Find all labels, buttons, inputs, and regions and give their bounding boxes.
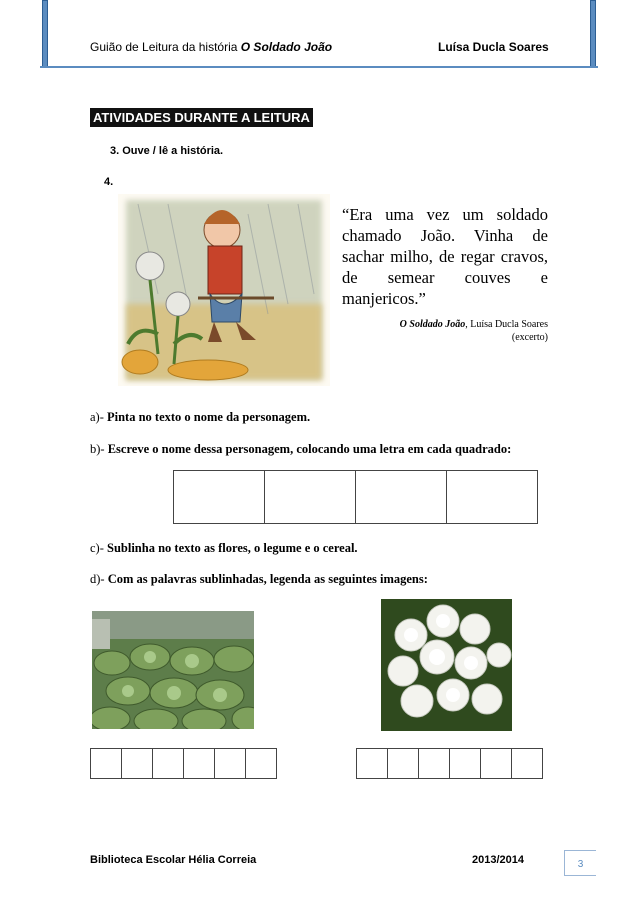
header-right: Luísa Ducla Soares (438, 40, 549, 54)
letter-box[interactable] (214, 748, 246, 779)
question-a-label: a)- (90, 410, 107, 424)
carnation-photo (381, 599, 512, 731)
question-c-label: c)- (90, 541, 107, 555)
letter-box[interactable] (121, 748, 153, 779)
letter-box[interactable] (183, 748, 215, 779)
question-d (90, 572, 428, 587)
question-c (90, 541, 358, 556)
item-3: 3. Ouve / lê a história. (110, 145, 224, 157)
letter-box[interactable] (480, 748, 512, 779)
quote-source (342, 318, 548, 344)
question-b-text: Escreve o nome dessa personagem, colocando uma letra em cada quadrado: (107, 442, 512, 456)
letter-box[interactable] (449, 748, 481, 779)
letter-box[interactable] (387, 748, 419, 779)
header-bar-left (42, 0, 48, 68)
footer-left: Biblioteca Escolar Hélia Correia (90, 854, 257, 866)
letter-box[interactable] (173, 470, 265, 524)
letter-box[interactable] (511, 748, 543, 779)
question-b-label: b)- (90, 442, 108, 456)
letter-box[interactable] (355, 470, 447, 524)
page-number: 3 (564, 850, 596, 876)
soldier-illustration (118, 194, 330, 386)
cabbage-photo (92, 611, 254, 729)
cabbage-letter-boxes (91, 748, 277, 779)
question-d-label: d)- (90, 572, 108, 586)
header-left-prefix: Guião de Leitura da história (90, 40, 241, 54)
source-author: , Luísa Ducla Soares (465, 319, 548, 330)
section-title: ATIVIDADES DURANTE A LEITURA (90, 108, 313, 127)
footer-right: 2013/2014 (472, 854, 524, 866)
letter-box[interactable] (356, 748, 388, 779)
letter-box[interactable] (90, 748, 122, 779)
header-left-title: O Soldado João (240, 40, 333, 54)
header-bar-right (590, 0, 596, 68)
source-note: (excerto) (511, 332, 548, 343)
question-d-text: Com as palavras sublinhadas, legenda as seguintes imagens: (107, 572, 428, 586)
carnation-letter-boxes (357, 748, 543, 779)
question-c-text: Sublinha no texto as flores, o legume e o cereal. (107, 541, 358, 555)
letter-box[interactable] (152, 748, 184, 779)
question-b (90, 442, 511, 457)
letter-box[interactable] (418, 748, 450, 779)
header-rule (40, 66, 598, 68)
quote-text: “Era uma vez um soldado chamado João. Vinha de sachar milho, de regar cravos, de semear couves e manjericos.” (342, 205, 548, 308)
letter-box[interactable] (264, 470, 356, 524)
question-a (90, 410, 310, 425)
header-left (90, 40, 332, 54)
source-title: O Soldado João (399, 319, 466, 330)
item-4: 4. (104, 176, 114, 188)
letter-box[interactable] (446, 470, 538, 524)
question-a-text: Pinta no texto o nome da personagem. (107, 410, 311, 424)
name-letter-boxes (174, 470, 538, 524)
letter-box[interactable] (245, 748, 277, 779)
